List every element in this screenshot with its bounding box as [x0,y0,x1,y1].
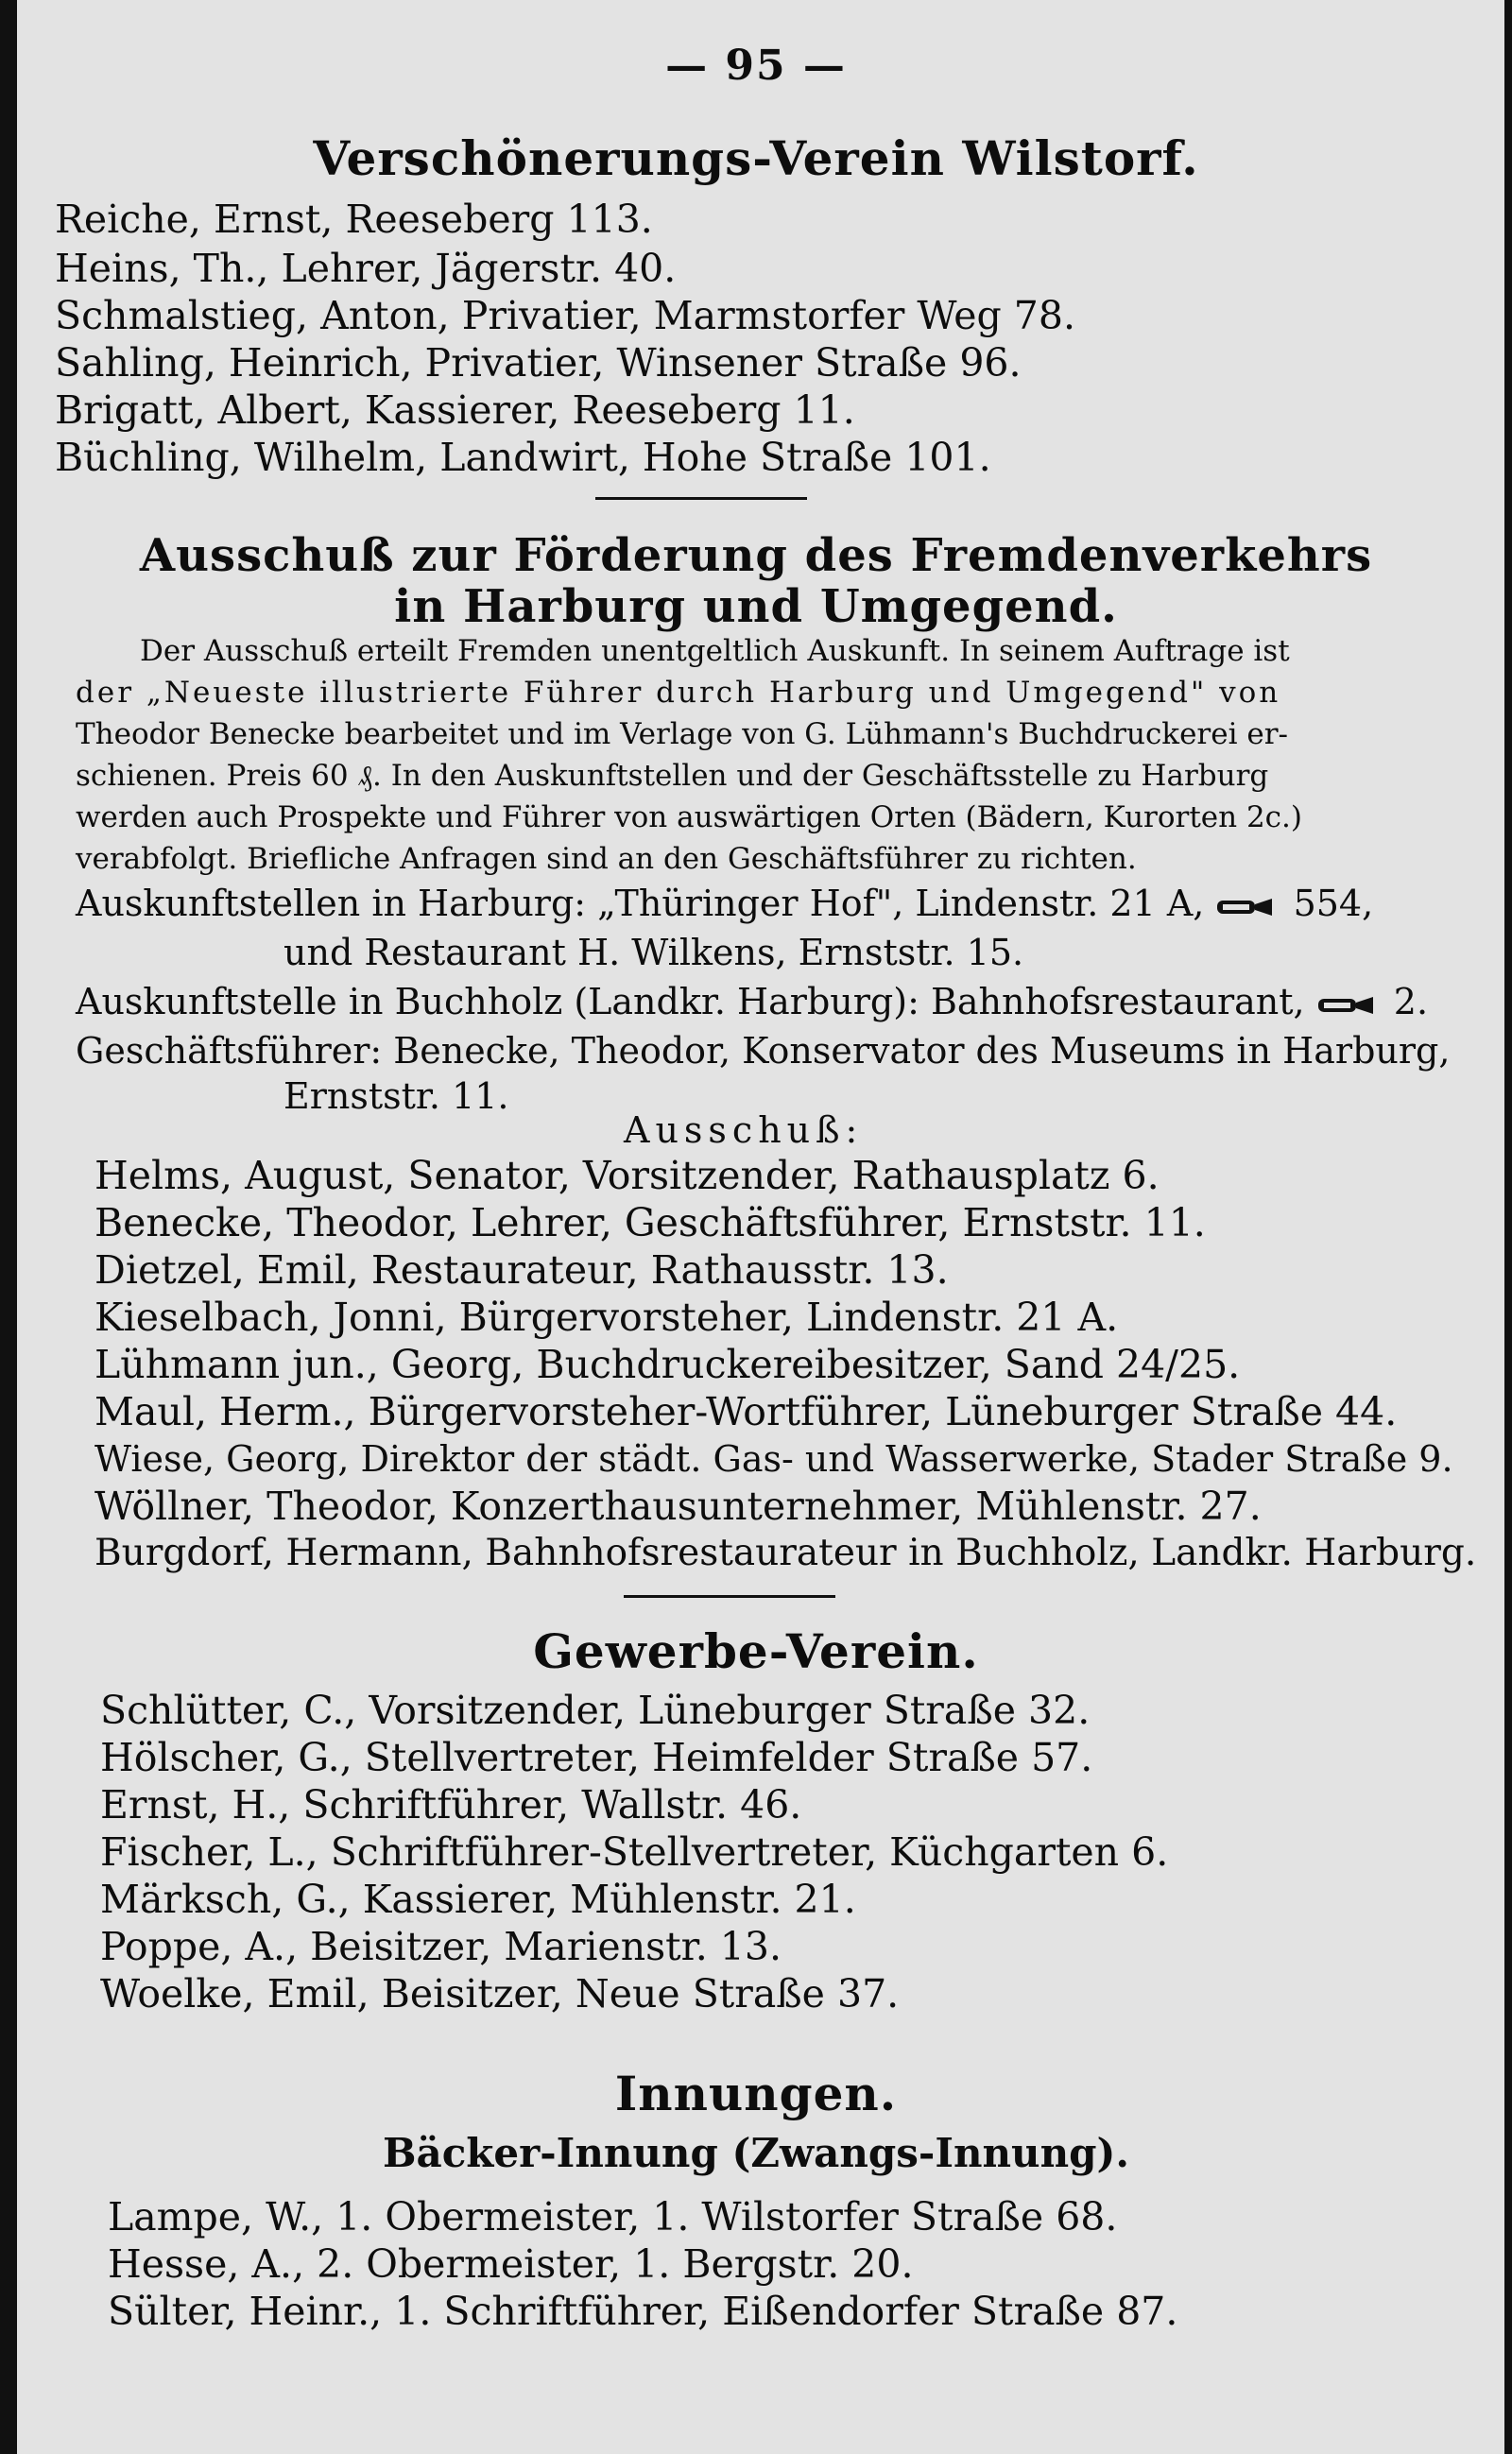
list-item: Sahling, Heinrich, Privatier, Winsener Straße 96. [55,340,1022,386]
telephone-icon [1316,993,1375,1018]
list-item: Poppe, A., Beisitzer, Marienstr. 13. [100,1924,782,1969]
list-item: Woelke, Emil, Beisitzer, Neue Straße 37. [100,1971,900,2016]
auskunft-harburg-2: und Restaurant H. Wilkens, Ernststr. 15. [284,932,1024,973]
list-item: Hesse, A., 2. Obermeister, 1. Bergstr. 20. [108,2241,914,2287]
list-item: Helms, August, Senator, Vorsitzender, Rathausplatz 6. [94,1153,1160,1198]
auskunft-buchholz [76,977,1428,1026]
auskunft-buchholz-text: Auskunftstelle in Buchholz (Landkr. Harburg): Bahnhofsrestaurant, [76,981,1305,1022]
paragraph-line: der „Neueste illustrierte Führer durch Harburg und Umgegend" von [76,676,1281,710]
section-title-fremdenverkehr: Ausschuß zur Förderung des Fremdenverkehrs [139,529,1373,582]
auskunft-harburg-text: Auskunftstellen in Harburg: „Thüringer Hof", Lindenstr. 21 A, [76,883,1205,924]
auskunft-harburg [76,879,1373,928]
list-item: Märksch, G., Kassierer, Mühlenstr. 21. [100,1877,856,1922]
paragraph-line: verabfolgt. Briefliche Anfragen sind an den Geschäftsführer zu richten. [76,842,1137,876]
list-item: Lühmann jun., Georg, Buchdruckereibesitzer, Sand 24/25. [94,1342,1241,1387]
list-item: Brigatt, Albert, Kassierer, Reeseberg 11. [55,387,855,433]
section-divider [595,497,807,500]
list-item: Wöllner, Theodor, Konzerthausunternehmer, Mühlenstr. 27. [94,1484,1262,1529]
list-item: Sülter, Heinr., 1. Schriftführer, Eißendorfer Straße 87. [108,2289,1178,2334]
paragraph-line: Theodor Benecke bearbeitet und im Verlage von G. Lühmann's Buchdruckerei er- [76,717,1289,751]
section-title-gewerbe: Gewerbe-Verein. [533,1623,979,1679]
page-number: — 95 — [665,42,847,90]
geschaeftsfuehrer-2: Ernststr. 11. [284,1075,509,1117]
list-item: Kieselbach, Jonni, Bürgervorsteher, Lindenstr. 21 A. [94,1295,1119,1340]
list-item: Lampe, W., 1. Obermeister, 1. Wilstorfer Straße 68. [108,2194,1118,2239]
section-title-innungen: Innungen. [614,2066,898,2121]
ausschuss-heading: Ausschuß: [624,1109,864,1151]
subsection-title-baecker: Bäcker-Innung (Zwangs-Innung). [383,2130,1129,2176]
list-item: Benecke, Theodor, Lehrer, Geschäftsführer, Ernststr. 11. [94,1200,1206,1245]
auskunft-harburg-tel: 554, [1293,883,1374,924]
paragraph-line: Der Ausschuß erteilt Fremden unentgeltlich Auskunft. In seinem Auftrage ist [140,634,1290,668]
list-item: Reiche, Ernst, Reeseberg 113. [55,197,653,242]
list-item: Schlütter, C., Vorsitzender, Lüneburger Straße 32. [100,1688,1091,1733]
list-item: Schmalstieg, Anton, Privatier, Marmstorfer Weg 78. [55,293,1075,338]
paragraph-line: werden auch Prospekte und Führer von auswärtigen Orten (Bädern, Kurorten 2c.) [76,800,1302,834]
list-item: Hölscher, G., Stellvertreter, Heimfelder Straße 57. [100,1735,1093,1780]
paragraph-line: schienen. Preis 60 ₰. In den Auskunftstellen und der Geschäftsstelle zu Harburg [76,759,1269,793]
geschaeftsfuehrer: Geschäftsführer: Benecke, Theodor, Konservator des Museums in Harburg, [76,1030,1451,1072]
telephone-icon [1215,895,1274,919]
list-item: Burgdorf, Hermann, Bahnhofsrestaurateur in Buchholz, Landkr. Harburg. [94,1532,1477,1574]
list-item: Büchling, Wilhelm, Landwirt, Hohe Straße 101. [55,435,991,480]
auskunft-buchholz-tel: 2. [1393,981,1429,1022]
list-item: Wiese, Georg, Direktor der städt. Gas- und Wasserwerke, Stader Straße 9. [94,1438,1453,1480]
list-item: Ernst, H., Schriftführer, Wallstr. 46. [100,1782,802,1828]
list-item: Maul, Herm., Bürgervorsteher-Wortführer, Lüneburger Straße 44. [94,1389,1398,1434]
section-title-verschoenerung: Verschönerungs-Verein Wilstorf. [313,130,1199,186]
section-title-fremdenverkehr-line2: in Harburg und Umgegend. [394,580,1118,633]
list-item: Heins, Th., Lehrer, Jägerstr. 40. [55,246,677,291]
section-divider [624,1595,835,1598]
list-item: Dietzel, Emil, Restaurateur, Rathausstr. 13. [94,1247,949,1293]
list-item: Fischer, L., Schriftführer-Stellvertreter, Küchgarten 6. [100,1829,1169,1875]
